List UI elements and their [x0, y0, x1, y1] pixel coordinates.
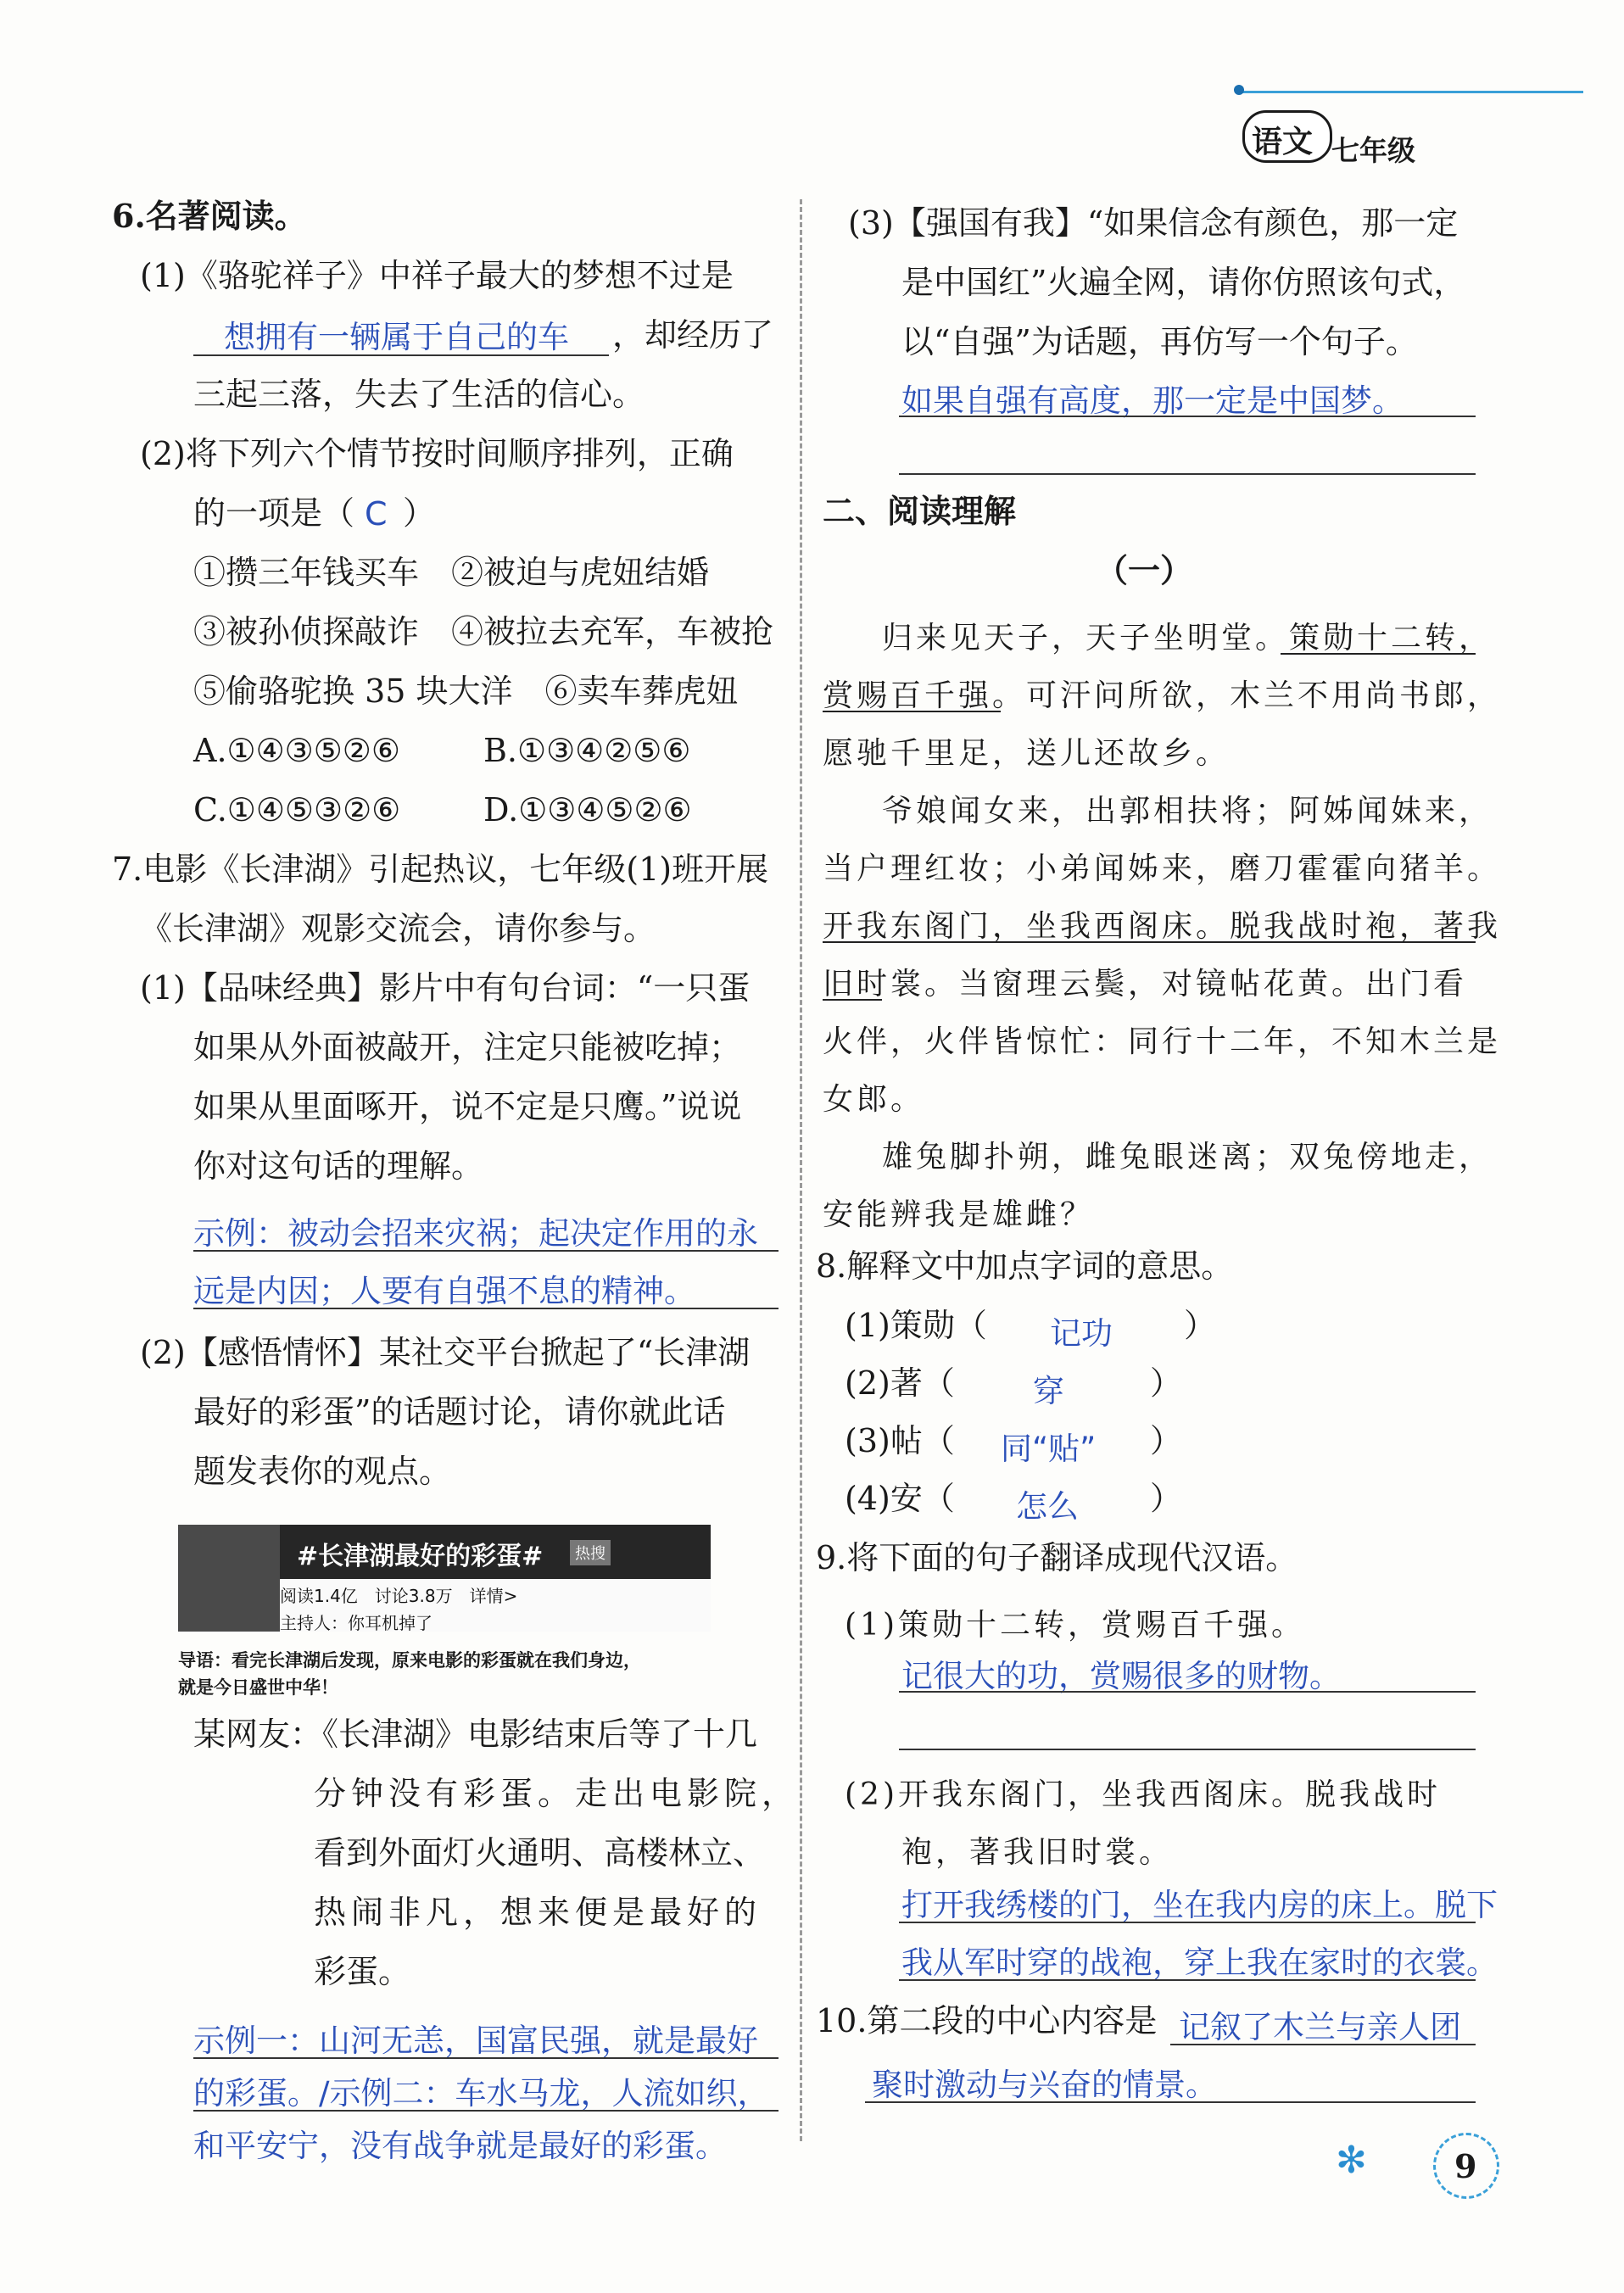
poem-p2-6: 女郎。 — [823, 1082, 925, 1117]
q6-1-stem-cont: ，却经历了 — [612, 316, 774, 354]
column-divider — [800, 199, 802, 2141]
q6-2-items-3: ⑤偷骆驼换 35 块大洋 ⑥卖车葬虎妞 — [193, 672, 739, 710]
wavy-underline — [823, 999, 882, 1001]
q9-1: (1)策勋十二转，赏赐百千强。 — [845, 1608, 1305, 1643]
q10-stem: 10.第二段的中心内容是 — [816, 2002, 1158, 2039]
q8-1: (1)策勋（ — [845, 1307, 987, 1344]
q7-3-line2: 是中国红”火遍全网，请你仿照该句式， — [901, 264, 1466, 301]
q6-2-stem: (2)将下列六个情节按时间顺序排列，正确 — [140, 435, 734, 472]
answer-line — [193, 1308, 779, 1309]
banner-host: 主持人：你耳机掉了 — [280, 1613, 433, 1633]
answer-line — [899, 416, 1476, 417]
poem-p2-5: 火伴，火伴皆惊忙：同行十二年，不知木兰是 — [823, 1024, 1502, 1059]
q8-3-close: ） — [1150, 1422, 1183, 1459]
q6-2-paren: ） — [403, 494, 436, 532]
answer-line — [899, 473, 1476, 475]
page-number: 9 — [1454, 2147, 1477, 2185]
q8-2-answer: 穿 — [1033, 1373, 1064, 1409]
q7-1-line2: 如果从外面被敲开，注定只能被吃掉； — [193, 1029, 742, 1066]
q8-1-close: ） — [1184, 1307, 1217, 1344]
q6-1-stem-end: 三起三落，失去了生活的信心。 — [193, 376, 645, 413]
q7-3-answer: 如果自强有高度，那一定是中国梦。 — [901, 382, 1404, 419]
guide-line-2: 就是今日盛世中华！ — [178, 1677, 338, 1698]
option-a: A.①④③⑤②⑥ — [193, 732, 400, 769]
q7-1-line4: 你对这句话的理解。 — [193, 1147, 484, 1185]
q10-answer-2: 聚时激动与兴奋的情景。 — [872, 2067, 1217, 2103]
q7-3-line3: 以“自强”为话题，再仿写一个句子。 — [901, 323, 1418, 360]
poem-p3-2: 安能辨我是雄雌？ — [823, 1197, 1095, 1232]
banner-info — [280, 1579, 711, 1632]
poem-p3-1: 雄兔脚扑朔，雌兔眼迷离；双兔傍地走， — [882, 1140, 1493, 1174]
grade-label: 七年级 — [1331, 134, 1415, 167]
header-rule — [1240, 91, 1583, 93]
q7-2-answer-3: 和平安宁，没有战争就是最好的彩蛋。 — [193, 2128, 727, 2164]
q7-2-line2: 最好的彩蛋”的话题讨论，请你就此话 — [193, 1393, 726, 1431]
q7-3-stem: (3)【强国有我】“如果信念有颜色，那一定 — [848, 204, 1459, 242]
poem-p2-1: 爷娘闻女来，出郭相扶将；阿姊闻妹来， — [882, 794, 1493, 828]
q9-2-cont: 袍，著我旧时裳。 — [901, 1835, 1174, 1870]
wavy-underline — [1281, 653, 1476, 655]
subject-badge — [1242, 110, 1332, 163]
q7-stem: 7.电影《长津湖》引起热议，七年级(1)班开展 — [112, 851, 769, 888]
answer-line — [193, 354, 609, 356]
q9-2: (2)开我东阁门，坐我西阁床。脱我战时 — [845, 1777, 1441, 1812]
netizen-4: 热闹非凡，想来便是最好的 — [314, 1894, 762, 1931]
q9-2-answer-2: 我从军时穿的战袍，穿上我在家时的衣裳。 — [901, 1944, 1498, 1981]
q8-4-close: ） — [1150, 1480, 1183, 1517]
part-1-title: （一） — [1096, 551, 1193, 589]
hot-badge: 热搜 — [570, 1540, 611, 1565]
q8-3: (3)帖（ — [845, 1422, 955, 1459]
netizen-5: 彩蛋。 — [314, 1953, 411, 1990]
banner-thumbnail — [178, 1525, 280, 1632]
q7-stem-cont: 《长津湖》观影交流会，请你参与。 — [140, 910, 656, 947]
netizen-1: 某网友：《长津湖》电影结束后等了十几 — [193, 1716, 758, 1753]
q8-stem: 8.解释文中加点字词的意思。 — [816, 1247, 1234, 1285]
poem-p1-1: 归来见天子，天子坐明堂。策勋十二转， — [882, 621, 1493, 656]
q8-2: (2)著（ — [845, 1364, 955, 1402]
q6-1-answer: 想拥有一辆属于自己的车 — [224, 319, 569, 355]
q8-4: (4)安（ — [845, 1480, 955, 1517]
page-number-badge — [1433, 2133, 1499, 2199]
q9-2-answer-1: 打开我绣楼的门，坐在我内房的床上。脱下 — [901, 1887, 1498, 1923]
q8-3-answer: 同“贴” — [1001, 1431, 1097, 1467]
q6-2-items-2: ③被孙侦探敲诈 ④被拉去充军，车被抢 — [193, 613, 774, 650]
poem-p2-4: 旧时裳。当窗理云鬓，对镜帖花黄。出门看 — [823, 967, 1468, 1001]
poem-p2-3: 开我东阁门，坐我西阁床。脱我战时袍，著我 — [823, 909, 1502, 944]
banner-hashtag: #长津湖最好的彩蛋# — [297, 1542, 544, 1571]
poem-p2-2: 当户理红妆；小弟闻姊来，磨刀霍霍向猪羊。 — [823, 851, 1502, 886]
q7-1-line3: 如果从里面啄开，说不定是只鹰。”说说 — [193, 1088, 742, 1125]
subject-label: 语文 — [1252, 125, 1314, 159]
flower-icon: ✻ — [1336, 2139, 1367, 2182]
q6-2-stem-cont: 的一项是（ — [193, 494, 355, 532]
guide-line-1: 导语：看完长津湖后发现，原来电影的彩蛋就在我们身边， — [178, 1650, 641, 1671]
answer-line — [899, 1691, 1476, 1693]
answer-line — [193, 1250, 779, 1252]
section-2-title: 二、阅读理解 — [823, 492, 1017, 530]
q6-2-answer: C — [365, 495, 388, 533]
q7-2-answer-2: 的彩蛋。/示例二：车水马龙，人流如织， — [193, 2075, 769, 2112]
q7-1-answer-1: 示例：被动会招来灾祸；起决定作用的永 — [193, 1215, 758, 1252]
q7-2-answer-1: 示例一：山河无恙，国富民强，就是最好 — [193, 2022, 758, 2059]
answer-line — [1170, 2044, 1476, 2045]
banner-stats: 阅读1.4亿 讨论3.8万 详情> — [280, 1586, 518, 1606]
header-dot — [1234, 85, 1244, 95]
q9-1-answer: 记很大的功，赏赐很多的财物。 — [901, 1658, 1341, 1694]
q6-2-items-1: ①攒三年钱买车 ②被迫与虎妞结婚 — [193, 554, 710, 591]
q6-title: 6.名著阅读。 — [112, 197, 307, 235]
wavy-underline — [823, 711, 1001, 712]
answer-line — [193, 2110, 779, 2112]
answer-line — [899, 1922, 1476, 1923]
poem-p1-2: 赏赐百千强。可汗问所欲，木兰不用尚书郎， — [823, 678, 1502, 713]
netizen-3: 看到外面灯火通明、高楼林立、 — [314, 1834, 766, 1872]
poem-p1-3: 愿驰千里足，送儿还故乡。 — [823, 736, 1231, 771]
q8-1-answer: 记功 — [1050, 1315, 1113, 1352]
q6-1-stem: (1)《骆驼祥子》中祥子最大的梦想不过是 — [140, 257, 734, 294]
answer-line — [865, 2101, 1476, 2103]
option-b: B.①③④②⑤⑥ — [483, 732, 691, 769]
q8-2-close: ） — [1150, 1364, 1183, 1402]
wavy-underline — [823, 941, 1476, 943]
answer-line — [899, 1749, 1476, 1750]
option-d: D.①③④⑤②⑥ — [483, 791, 692, 828]
q7-1-answer-2: 远是内因；人要有自强不息的精神。 — [193, 1273, 695, 1309]
q8-4-answer: 怎么 — [1016, 1488, 1079, 1525]
q10-answer-1: 记叙了木兰与亲人团 — [1179, 2009, 1461, 2045]
answer-line — [899, 1979, 1476, 1981]
option-c: C.①④⑤③②⑥ — [193, 791, 401, 828]
answer-line — [193, 2057, 779, 2059]
q7-2-stem: (2)【感悟情怀】某社交平台掀起了“长津湖 — [140, 1334, 751, 1371]
q9-stem: 9.将下面的句子翻译成现代汉语。 — [816, 1539, 1298, 1576]
q7-2-line3: 题发表你的观点。 — [193, 1453, 452, 1490]
netizen-2: 分钟没有彩蛋。走出电影院， — [314, 1775, 800, 1812]
q7-1-stem: (1)【品味经典】影片中有句台词：“一只蛋 — [140, 969, 751, 1007]
